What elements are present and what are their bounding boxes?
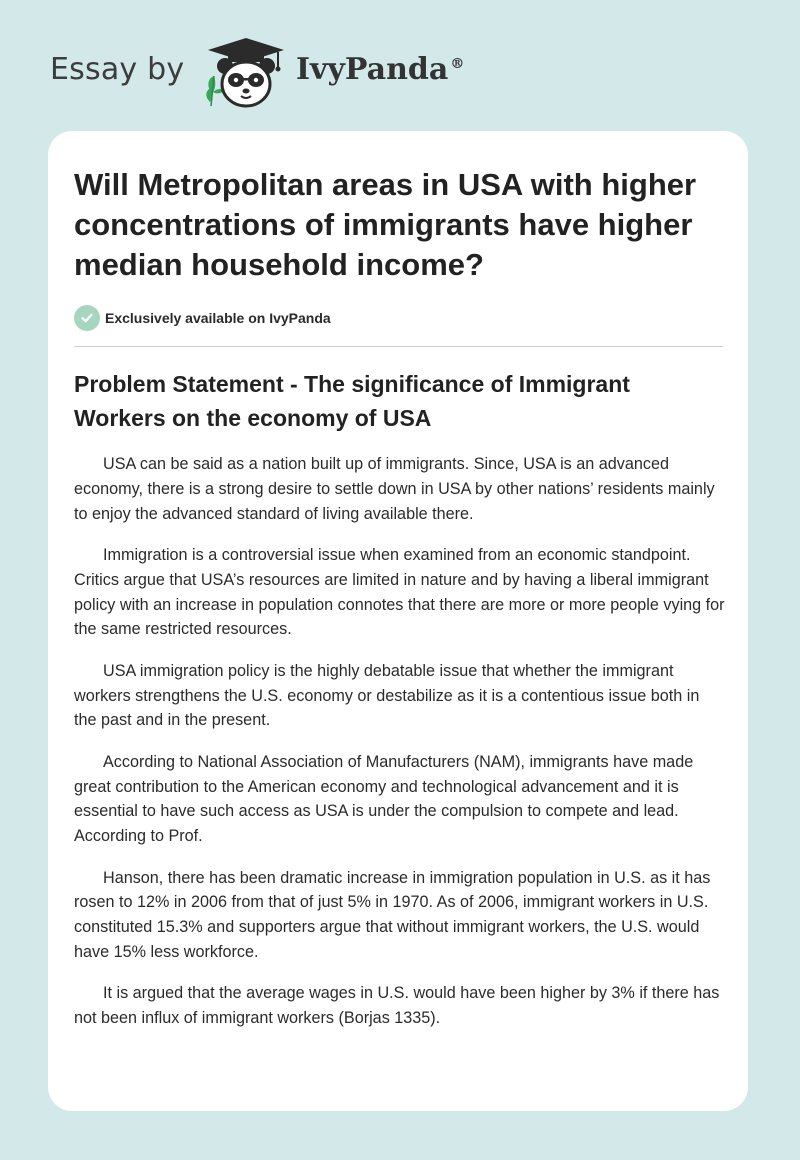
paragraph: Immigration is a controversial issue when examined from an economic standpoint. Critics argue that USA’s resources are limited in nature and by having a liberal immigrant policy with an increase in population connotes that there are more or more people vying for the same restricted resources.	[74, 545, 725, 639]
article-card	[48, 131, 748, 1111]
brand-label: IvyPanda	[296, 52, 449, 87]
brand-name[interactable]	[296, 52, 464, 87]
section-heading: Problem Statement - The significance of Immigrant Workers on the economy of USA	[74, 371, 630, 431]
registered-mark: ®	[450, 56, 465, 72]
paragraph: Hanson, there has been dramatic increase in immigration population in U.S. as it has rosen to 12% in 2006 from that of just 5% in 1970. As of 2006, immigrant workers in U.S. constituted 15.3% and supporters argue that without immigrant workers, the U.S. would have 15% less workforce.	[74, 868, 711, 961]
exclusive-badge	[74, 305, 331, 331]
exclusive-badge-label: Exclusively available on IvyPanda	[105, 310, 331, 326]
panda-graduate-icon	[198, 36, 294, 110]
paragraph: USA immigration policy is the highly debatable issue that whether the immigrant workers strengthens the U.S. economy or destabilize as it is a contentious issue both in the past and in the present.	[74, 661, 700, 730]
article-title: Will Metropolitan areas in USA with higher concentrations of immigrants have higher median household income?	[74, 167, 697, 282]
divider	[74, 346, 723, 347]
paragraph: USA can be said as a nation built up of immigrants. Since, USA is an advanced economy, there is a strong desire to settle down in USA by other nations’ residents mainly to enjoy the advanced standard of living available there.	[74, 455, 715, 523]
check-circle-icon	[74, 305, 100, 331]
site-header	[0, 0, 800, 130]
paragraph: It is argued that the average wages in U.S. would have been higher by 3% if there has not been influx of immigrant workers (Borjas 1335).	[74, 984, 720, 1028]
essay-by-label: Essay by	[50, 52, 185, 87]
article-body	[74, 452, 726, 1048]
paragraph: According to National Association of Manufacturers (NAM), immigrants have made great contribution to the American economy and technological advancement and it is essential to have such access as USA is under the compulsion to compete and lead. According to Prof.	[74, 752, 694, 846]
